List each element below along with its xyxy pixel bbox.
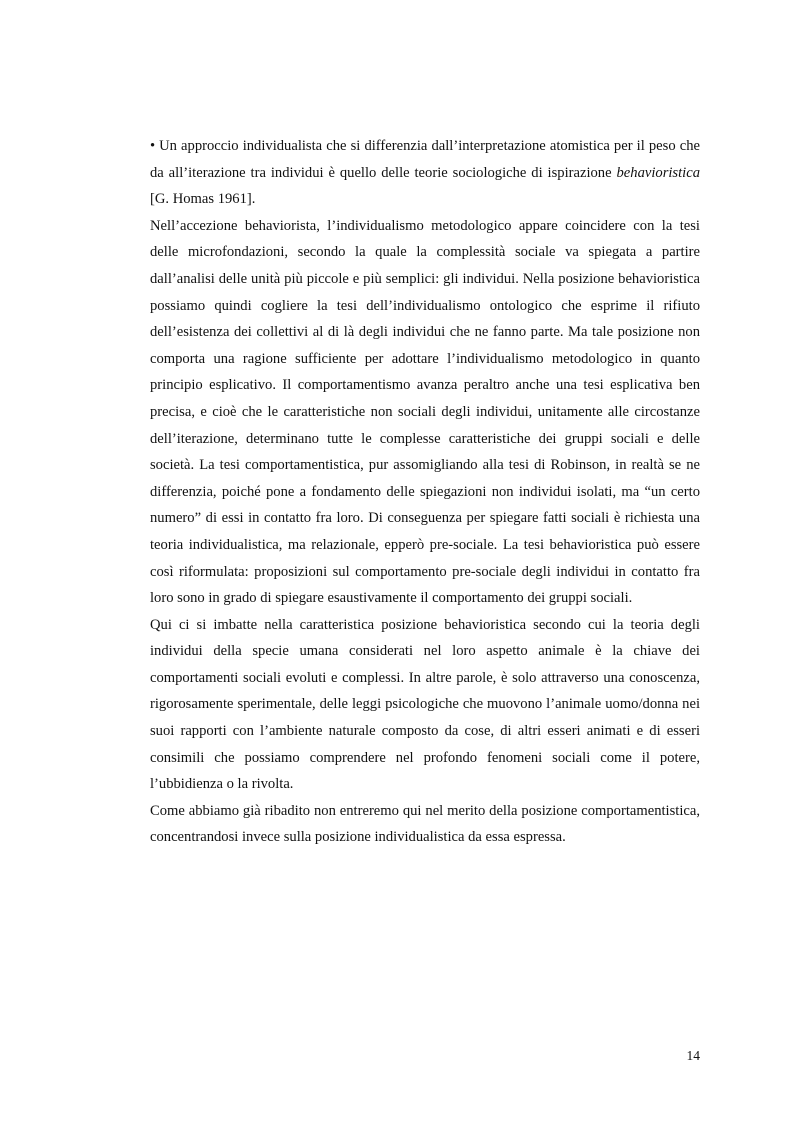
paragraph-behaviorist-methodology: Nell’accezione behaviorista, l’individualismo metodologico appare coincidere con la tesi delle microfondazioni, secondo la quale la complessità sociale va spiegata a partire dall’analisi delle unità più piccole e più semplici: gli individui. Nella posizione behavioristica possiamo quindi cogliere la tesi dell’individualismo ontologico che esprime il rifiuto dell’esistenza dei collettivi al di là degli individui che ne fanno parte. Ma tale posizione non comporta una ragione sufficiente per adottare l’individualismo metodologico in quanto principio esplicativo. Il comportamentismo avanza peraltro anche una tesi esplicativa ben precisa, e cioè che le caratteristiche non sociali degli individui, unitamente alle circostanze dell’iterazione, determinano tutte le complesse caratteristiche dei gruppi sociali e delle società. La tesi comportamentistica, pur assomigliando alla tesi di Robinson, in realtà se ne differenzia, poiché pone a fondamento delle spiegazioni non individui isolati, ma “un certo numero” di essi in contatto fra loro. Di conseguenza per spiegare fatti sociali è richiesta una teoria individualistica, ma relazionale, epperò pre-sociale. La tesi behavioristica può essere così riformulata: proposizioni sul comportamento pre-sociale degli individui in contatto fra loro sono in grado di spiegare esaustivamente il comportamento dei gruppi sociali.	[150, 217, 700, 607]
bullet-icon: •	[150, 138, 156, 154]
paragraph-conclusion: Come abbiamo già ribadito non entreremo qui nel merito della posizione comportamentistica, concentrandosi invece sulla posizione individualistica da essa espressa.	[150, 802, 700, 846]
document-body	[150, 133, 700, 851]
page-number: 14	[686, 1048, 700, 1063]
paragraph-behaviorist-position: Qui ci si imbatte nella caratteristica posizione behavioristica secondo cui la teoria degli individui della specie umana considerati nel loro aspetto animale è la chiave dei comportamenti sociali evoluti e complessi. In altre parole, è solo attraverso una conoscenza, rigorosamente sperimentale, delle leggi psicologiche che muovono l’animale uomo/donna nei suoi rapporti con l’ambiente naturale composto da cose, di altri esseri animati e di esseri consimili che possiamo comprendere nel profondo fenomeni sociali come il potere, l’ubbidienza o la rivolta.	[150, 616, 700, 793]
italic-term: behavioristica	[616, 164, 700, 181]
paragraph-bullet-behaviorism	[150, 133, 700, 213]
citation: [G. Homas 1961].	[150, 191, 256, 208]
paragraph-text: Un approccio individualista che si differenzia dall’interpretazione atomistica per il peso che da all’iterazione tra individui è quello delle teorie sociologiche di ispirazione	[150, 138, 700, 181]
